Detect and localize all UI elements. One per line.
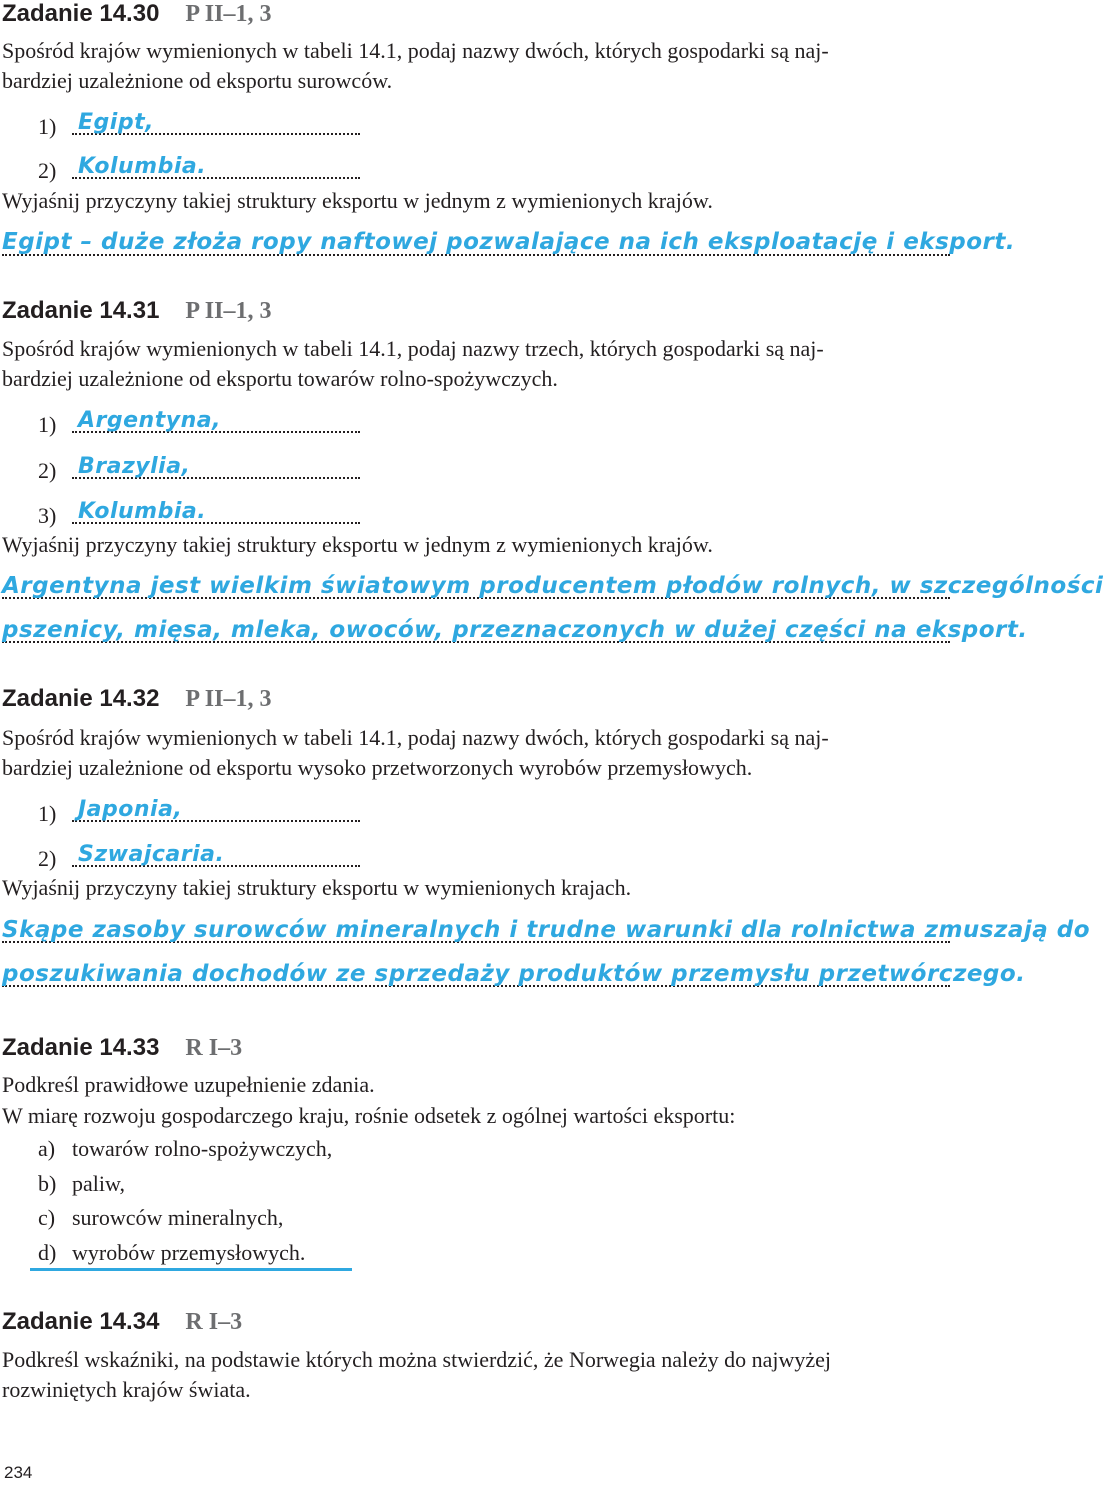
task-question-line: Spośród krajów wymienionych w tabeli 14.1, podaj nazwy trzech, których gospodarki są naj- xyxy=(2,336,824,361)
task-title: Zadanie 14.34 xyxy=(2,1308,160,1335)
task-question-line: Wyjaśnij przyczyny takiej struktury eksportu w wymienionych krajach. xyxy=(2,875,632,900)
answer-number: 2) xyxy=(38,458,57,483)
task-question-line: bardziej uzależnione od eksportu towarów rolno-spożywczych. xyxy=(2,366,558,391)
answer-number: 1) xyxy=(38,801,57,826)
task-question-line: Wyjaśnij przyczyny takiej struktury eksportu w jednym z wymienionych krajów. xyxy=(2,188,713,213)
task-question-line: bardziej uzależnione od eksportu wysoko przetworzonych wyrobów przemysłowych. xyxy=(2,755,753,780)
option-letter: a) xyxy=(38,1136,56,1161)
option-text: wyrobów przemysłowych. xyxy=(72,1240,306,1265)
option-letter: b) xyxy=(38,1171,57,1196)
task-question-line: Spośród krajów wymienionych w tabeli 14.1, podaj nazwy dwóch, których gospodarki są naj- xyxy=(2,38,829,63)
handwritten-answer: Kolumbia. xyxy=(78,499,207,524)
option-c[interactable] xyxy=(38,1205,283,1231)
answer-number: 2) xyxy=(38,158,57,183)
task-question-line: rozwiniętych krajów świata. xyxy=(2,1377,251,1402)
option-text: towarów rolno-spożywczych, xyxy=(72,1136,333,1161)
task-heading-14-34 xyxy=(2,1308,242,1336)
handwritten-answer: Japonia, xyxy=(78,797,183,822)
handwritten-answer: Argentyna, xyxy=(78,408,221,433)
option-letter: c) xyxy=(38,1205,56,1230)
handwritten-answer: Skąpe zasoby surowców mineralnych i trudne warunki dla rolnictwa zmuszają do xyxy=(2,917,1091,943)
option-a[interactable] xyxy=(38,1136,332,1162)
task-title: Zadanie 14.31 xyxy=(2,297,160,324)
task-code: P II–1, 3 xyxy=(185,686,272,712)
task-code: R I–3 xyxy=(185,1309,243,1335)
handwritten-answer: Egipt, xyxy=(78,110,154,135)
option-b[interactable] xyxy=(38,1171,125,1197)
task-question-line: Spośród krajów wymienionych w tabeli 14.1, podaj nazwy dwóch, których gospodarki są naj- xyxy=(2,725,829,750)
task-title: Zadanie 14.30 xyxy=(2,0,160,27)
page-number: 234 xyxy=(4,1463,33,1482)
task-question-line: bardziej uzależnione od eksportu surowców. xyxy=(2,68,393,93)
task-code: R I–3 xyxy=(185,1035,243,1061)
task-heading-14-31 xyxy=(2,297,271,325)
handwritten-answer: poszukiwania dochodów ze sprzedaży produktów przemysłu przetwórczego. xyxy=(2,961,1026,987)
task-question-line: Wyjaśnij przyczyny takiej struktury eksportu w jednym z wymienionych krajów. xyxy=(2,532,713,557)
handwritten-answer: Argentyna jest wielkim światowym producentem płodów rolnych, w szczególności xyxy=(2,573,1103,599)
option-d[interactable] xyxy=(38,1240,305,1266)
handwritten-answer: pszenicy, mięsa, mleka, owoców, przeznaczonych w dużej części na eksport. xyxy=(2,617,1028,643)
handwritten-answer: Kolumbia. xyxy=(78,154,207,179)
task-question-line: Podkreśl prawidłowe uzupełnienie zdania. xyxy=(2,1072,375,1097)
task-title: Zadanie 14.32 xyxy=(2,685,160,712)
answer-number: 1) xyxy=(38,412,57,437)
answer-number: 1) xyxy=(38,114,57,139)
task-heading-14-30 xyxy=(2,0,271,28)
answer-number: 2) xyxy=(38,846,57,871)
option-text: paliw, xyxy=(72,1171,125,1196)
answer-number: 3) xyxy=(38,503,57,528)
task-question-line: W miarę rozwoju gospodarczego kraju, rośnie odsetek z ogólnej wartości eksportu: xyxy=(2,1103,736,1128)
handwritten-answer: Brazylia, xyxy=(78,454,191,479)
task-question-line: Podkreśl wskaźniki, na podstawie których można stwierdzić, że Norwegia należy do najwyżej xyxy=(2,1347,832,1372)
handwritten-answer: Szwajcaria. xyxy=(78,842,225,867)
task-title: Zadanie 14.33 xyxy=(2,1034,160,1061)
option-letter: d) xyxy=(38,1240,57,1265)
task-code: P II–1, 3 xyxy=(185,298,272,324)
option-text: surowców mineralnych, xyxy=(72,1205,284,1230)
handwritten-answer: Egipt – duże złoża ropy naftowej pozwalające na ich eksploatację i eksport. xyxy=(2,229,1016,255)
task-heading-14-32 xyxy=(2,685,271,713)
handwritten-underline xyxy=(30,1268,352,1271)
task-code: P II–1, 3 xyxy=(185,1,272,27)
task-heading-14-33 xyxy=(2,1034,242,1062)
